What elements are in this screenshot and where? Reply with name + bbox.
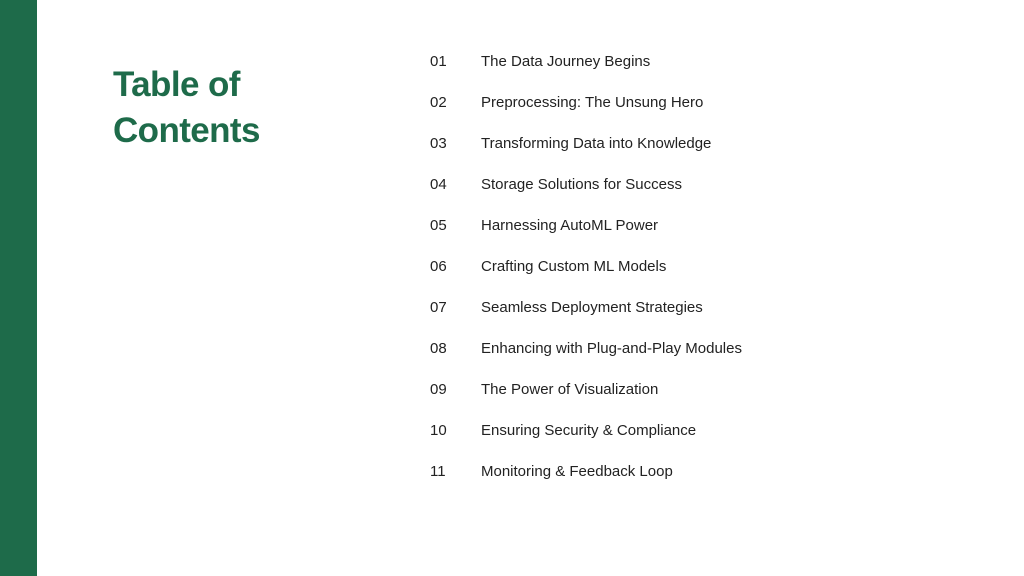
toc-item xyxy=(430,164,990,205)
toc-item xyxy=(430,410,990,451)
toc-item-number: 08 xyxy=(430,340,447,357)
toc-item-label: The Power of Visualization xyxy=(481,381,659,398)
toc-item xyxy=(430,205,990,246)
page-title xyxy=(113,62,333,154)
toc-item-label: Preprocessing: The Unsung Hero xyxy=(481,94,704,111)
toc-item-label: Storage Solutions for Success xyxy=(481,176,682,193)
toc-item-number: 03 xyxy=(430,135,447,152)
toc-item xyxy=(430,246,990,287)
toc-item xyxy=(430,328,990,369)
toc-item xyxy=(430,287,990,328)
toc-item-number: 07 xyxy=(430,299,447,316)
toc-item-label: Crafting Custom ML Models xyxy=(481,258,667,275)
table-of-contents xyxy=(430,41,990,492)
toc-item xyxy=(430,41,990,82)
toc-item-number: 04 xyxy=(430,176,447,193)
toc-item-label: Monitoring & Feedback Loop xyxy=(481,463,673,480)
toc-item-label: Transforming Data into Knowledge xyxy=(481,135,712,152)
toc-item xyxy=(430,82,990,123)
toc-item-number: 10 xyxy=(430,422,447,439)
toc-item-number: 01 xyxy=(430,53,447,70)
toc-item xyxy=(430,123,990,164)
toc-item-number: 02 xyxy=(430,94,447,111)
accent-bar xyxy=(0,0,37,576)
toc-item-label: Seamless Deployment Strategies xyxy=(481,299,703,316)
title-line-2: Contents xyxy=(113,111,260,150)
toc-item-number: 06 xyxy=(430,258,447,275)
toc-item-number: 09 xyxy=(430,381,447,398)
title-line-1: Table of xyxy=(113,65,240,104)
toc-item xyxy=(430,369,990,410)
toc-item-label: Ensuring Security & Compliance xyxy=(481,422,697,439)
toc-item-label: Harnessing AutoML Power xyxy=(481,217,659,234)
toc-item-label: The Data Journey Begins xyxy=(481,53,651,70)
toc-item-label: Enhancing with Plug-and-Play Modules xyxy=(481,340,742,357)
toc-item-number: 11 xyxy=(430,463,446,480)
toc-item xyxy=(430,451,990,492)
toc-item-number: 05 xyxy=(430,217,447,234)
